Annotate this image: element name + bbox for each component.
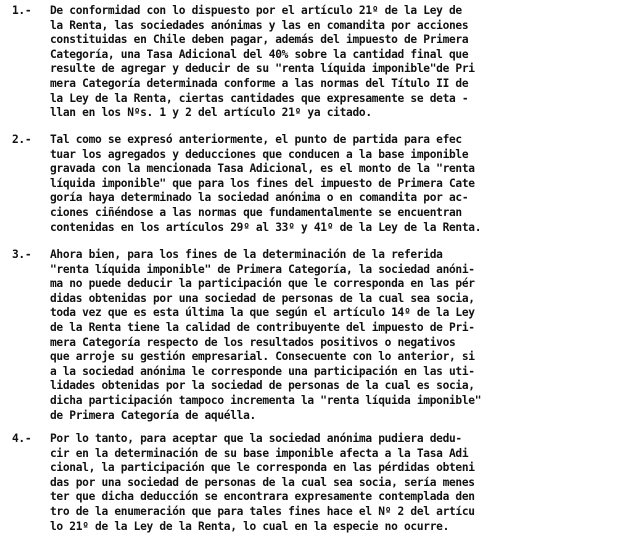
text-line: goría haya determinado la sociedad anónima o en comandita por ac- <box>50 191 469 205</box>
text-line: resulte de agregar y deducir de su "renta líquida imponible"de Pri <box>50 62 475 76</box>
text-line: contenidas en los artículos 29º al 33º y 41º de la Ley de la Renta. <box>50 220 482 234</box>
text-line: constituidas en Chile deben pagar, además del impuesto de Primera <box>50 33 469 47</box>
text-line: Por lo tanto, para aceptar que la sociedad anónima pudiera dedu- <box>50 432 462 445</box>
text-line: Tal como se expresó anteriormente, el punto de partida para efec <box>50 133 462 146</box>
text-line: lidades obtenidas por la sociedad de personas de la cual es socia, <box>50 379 475 393</box>
text-line: gravada con la mencionada Tasa Adicional, es el monto de la "renta <box>50 162 475 176</box>
text-line: tuar los agregados y deducciones que conducen a la base imponible <box>50 147 469 161</box>
text-line: cir en la determinación de su base imponible afecta a la Tasa Adi <box>50 446 469 460</box>
paragraph-text <box>50 133 624 235</box>
paragraph-number: 4.- <box>12 432 32 445</box>
text-line: Categoría, una Tasa Adicional del 40% sobre la cantidad final que <box>50 47 469 61</box>
text-line: didas obtenidas por una sociedad de personas de la cual sea socia, <box>50 291 475 305</box>
text-line: tro de la enumeración que para tales fines hace el Nº 2 del artícu <box>50 504 475 518</box>
text-line: a la sociedad anónima le corresponde una participación en las uti- <box>50 364 475 378</box>
text-line: la Ley de la Renta, ciertas cantidades que expresamente se deta - <box>50 91 469 105</box>
text-line: dicha participación tampoco incrementa la "renta líquida imponible" <box>50 393 482 407</box>
paragraph-text <box>50 432 624 534</box>
paragraph-text <box>50 248 624 423</box>
text-line: toda vez que es esta última la que según el artículo 14º de la Ley <box>50 306 475 320</box>
text-line: de Primera Categoría de aquélla. <box>50 408 256 422</box>
text-line: ciones ciñéndose a las normas que fundamentalmente se encuentran <box>50 205 462 219</box>
text-line: mera Categoría respecto de los resultados positivos o negativos <box>50 335 456 349</box>
paragraph-text <box>50 4 624 121</box>
text-line: líquida imponible" que para los fines del impuesto de Primera Cate <box>50 176 475 190</box>
text-line: das por una sociedad de personas de la cual sea socia, sería menes <box>50 475 475 489</box>
paragraph-number: 2.- <box>12 133 32 146</box>
text-line: que arroje su gestión empresarial. Consecuente con lo anterior, si <box>50 350 475 364</box>
text-line: de la Renta tiene la calidad de contribuyente del impuesto de Pri- <box>50 320 475 334</box>
paragraph-number: 3.- <box>12 248 32 261</box>
text-line: "renta líquida imponible" de Primera Categoría, la sociedad anóni- <box>50 262 475 276</box>
text-line: llan en los Nºs. 1 y 2 del artículo 21º ya citado. <box>50 106 372 120</box>
text-line: lo 21º de la Ley de la Renta, lo cual en la especie no ocurre. <box>50 519 449 533</box>
text-line: mera Categoría determinada conforme a las normas del Título II de <box>50 76 469 90</box>
text-line: De conformidad con lo dispuesto por el artículo 21º de la Ley de <box>50 4 462 17</box>
paragraph-number: 1.- <box>12 4 32 17</box>
text-line: ma no puede deducir la participación que le corresponda en las pér <box>50 277 475 291</box>
text-line: Ahora bien, para los fines de la determinación de la referida <box>50 248 443 261</box>
text-line: ter que dicha deducción se encontrara expresamente contemplada den <box>50 490 475 504</box>
text-line: cional, la participación que le corresponda en las pérdidas obteni <box>50 461 475 475</box>
text-line: la Renta, las sociedades anónimas y las en comandita por acciones <box>50 18 469 32</box>
